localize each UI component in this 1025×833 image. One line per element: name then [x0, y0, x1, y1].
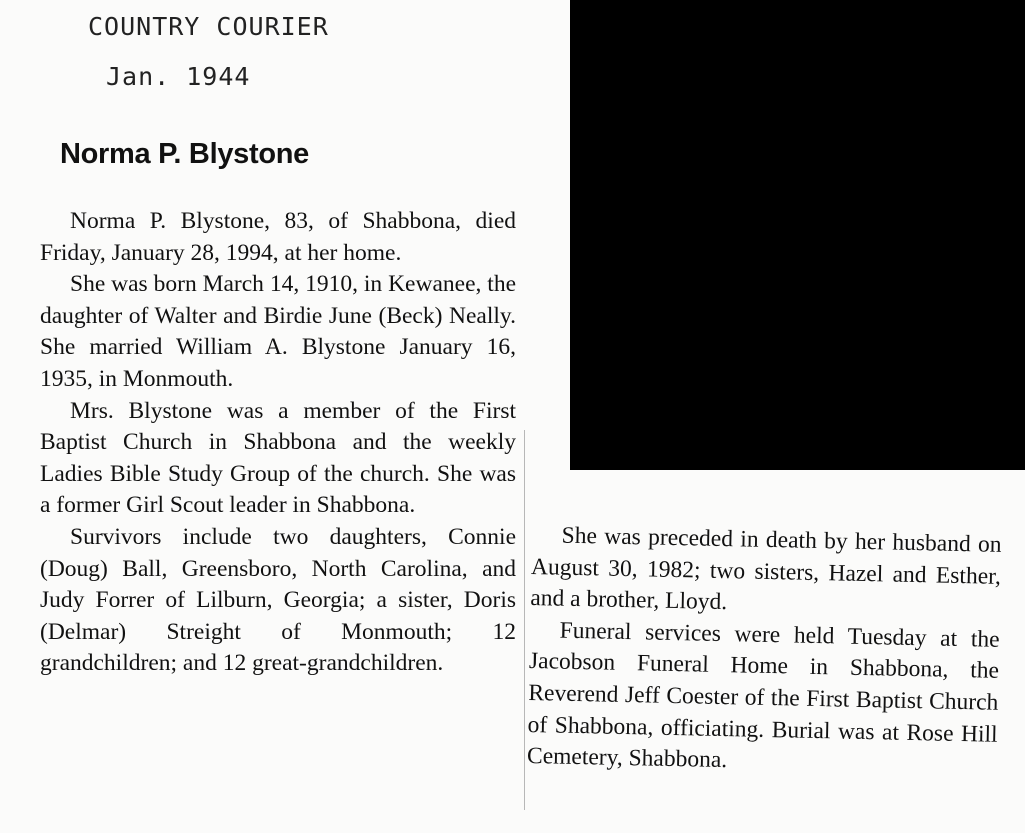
paragraph-birth-marriage: She was born March 14, 1910, in Kewanee, the daughter of Walter and Birdie June (Beck) Neally. She married William A. Blystone January 16, 1935, in Monmouth. — [40, 271, 516, 392]
obituary-headline: Norma P. Blystone — [60, 138, 310, 170]
left-column — [40, 206, 516, 680]
paragraph-church: Mrs. Blystone was a member of the First Baptist Church in Shabbona and the weekly Ladies Bible Study Group of the church. She was a former Girl Scout leader in Shabbona. — [40, 397, 516, 519]
paragraph-survivors: Survivors include two daughters, Connie (Doug) Ball, Greensboro, North Carolina, and Judy Forrer of Lilburn, Georgia; a sister, Doris (Delmar) Streight of Monmouth; 12 grandchildren; and 12 great-grandchildren. — [40, 523, 516, 677]
paragraph-preceded: She was preceded in death by her husband on August 30, 1982; two sisters, Hazel and Esther, and a brother, Lloyd. — [530, 522, 1002, 616]
column-divider — [524, 430, 525, 810]
clipping-date: Jan. 1944 — [106, 62, 251, 91]
paragraph-funeral: Funeral services were held Tuesday at the Jacobson Funeral Home in Shabbona, the Reverend Jeff Coester of the First Baptist Church of Shabbona, officiating. Burial was at Rose Hill Cemetery, Shabbona. — [526, 617, 1000, 774]
redaction-block — [570, 0, 1025, 470]
newspaper-name: COUNTRY COURIER — [88, 12, 329, 41]
right-column — [527, 520, 1002, 783]
paragraph-death: Norma P. Blystone, 83, of Shabbona, died Friday, January 28, 1994, at her home. — [40, 208, 516, 266]
